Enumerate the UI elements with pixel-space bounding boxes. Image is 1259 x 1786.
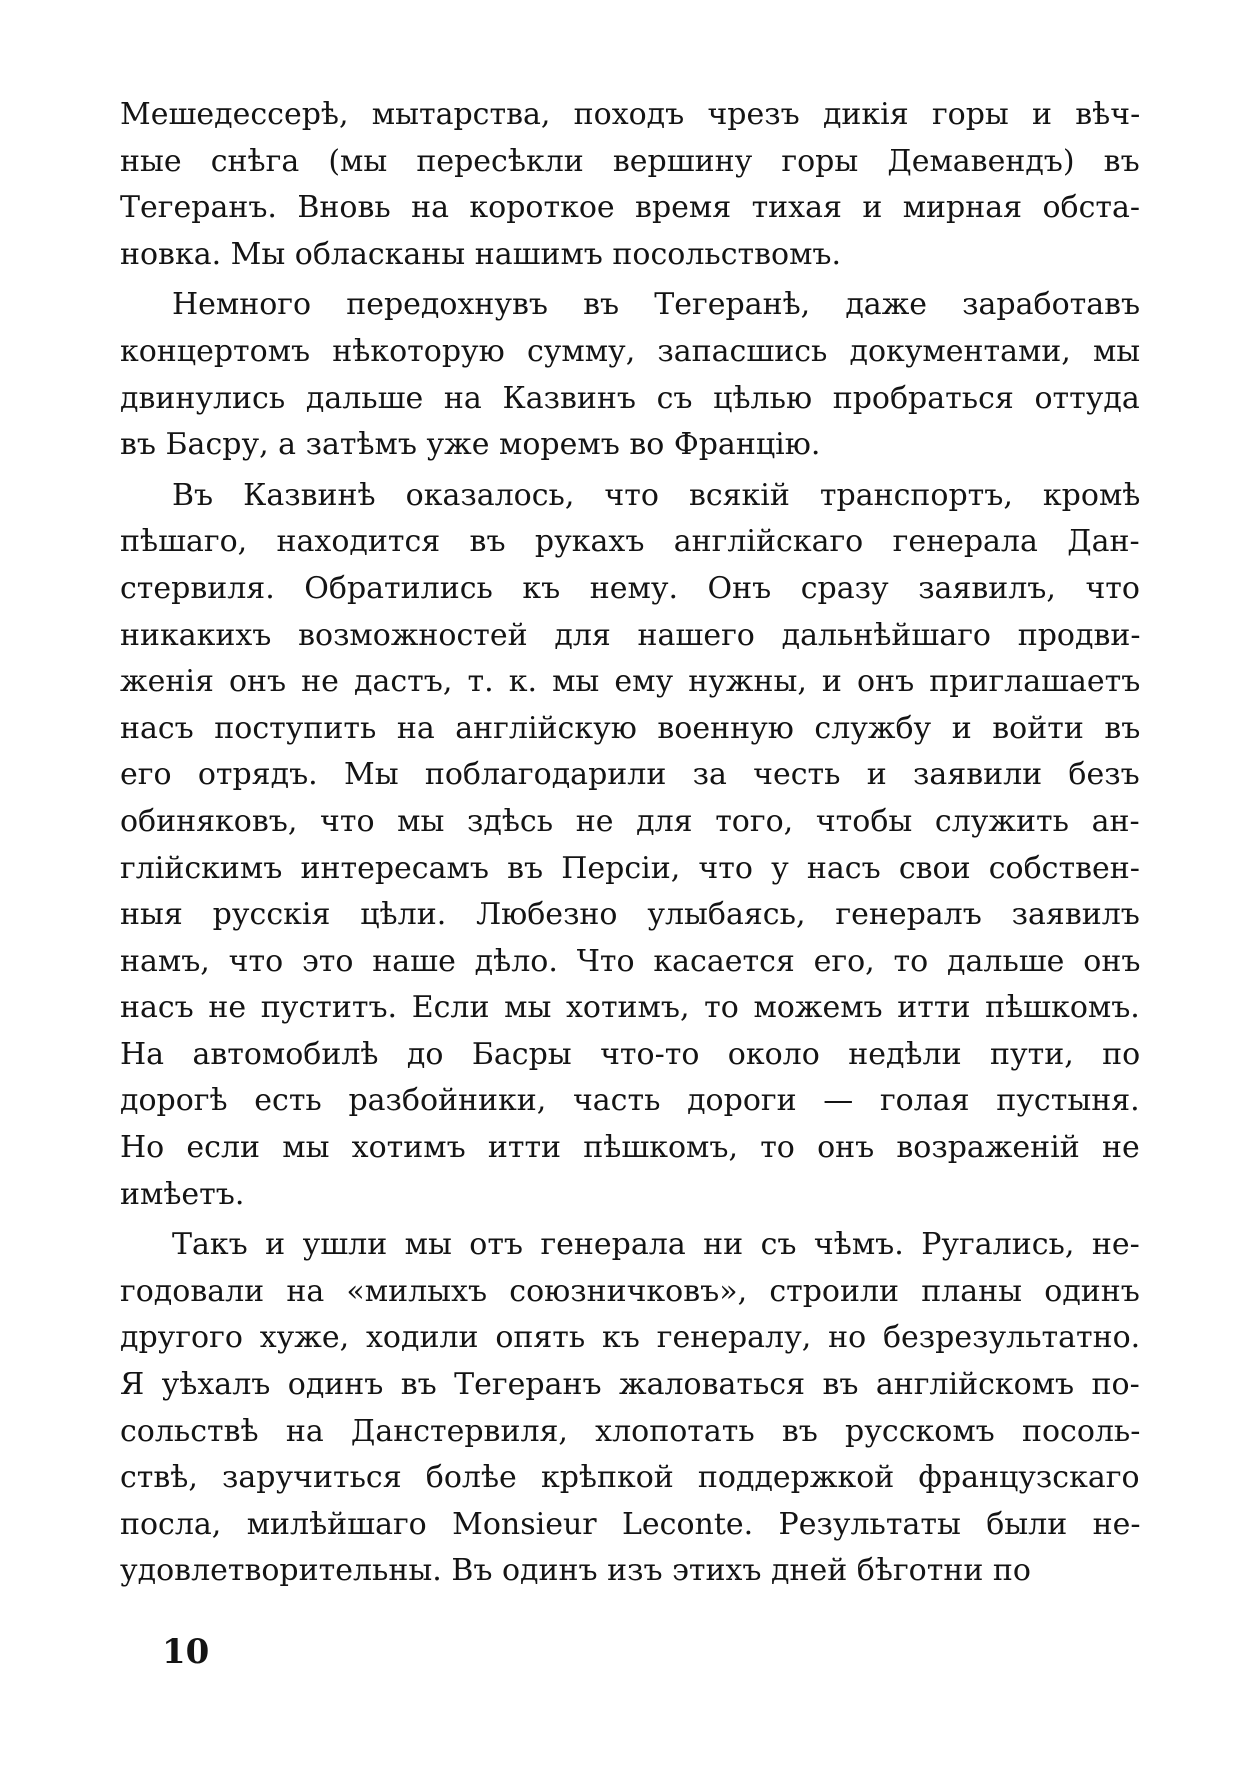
text-line: Тегеранъ. Вновь на короткое время тихая и мирная обста- <box>120 190 1141 226</box>
text-line: другого хуже, ходили опять къ генералу, но безрезультатно. <box>120 1320 1141 1356</box>
text-line: двинулись дальше на Казвинъ съ цѣлью пробраться оттуда <box>120 380 1140 416</box>
text-line: Я уѣхалъ одинъ въ Тегеранъ жаловаться въ англійскомъ по- <box>120 1367 1140 1403</box>
text-line: На автомобилѣ до Басры что-то около недѣли пути, по <box>120 1036 1141 1072</box>
text-line: насъ не пуститъ. Если мы хотимъ, то можемъ итти пѣшкомъ. <box>120 990 1140 1026</box>
text-line: Немного передохнувъ въ Тегеранѣ, даже заработавъ <box>172 287 1141 323</box>
text-line: ные снѣга (мы пересѣкли вершину горы Демавендъ) въ <box>120 143 1140 179</box>
paragraph <box>120 92 1140 278</box>
text-line: намъ, что это наше дѣло. Что касается его, то дальше онъ <box>120 943 1141 979</box>
text-line: Мешедессерѣ, мытарства, походъ чрезъ дикія горы и вѣч- <box>120 97 1141 132</box>
text-line: Но если мы хотимъ итти пѣшкомъ, то онъ возраженій не <box>120 1130 1140 1166</box>
text-line: стервиля. Обратились къ нему. Онъ сразу заявилъ, что <box>120 570 1140 606</box>
text-line: женія онъ не дастъ, т. к. мы ему нужны, и онъ приглашаетъ <box>120 664 1141 700</box>
text-line: имѣетъ. <box>120 1176 245 1212</box>
text-line: никакихъ возможностей для нашего дальнѣйшаго продви- <box>120 617 1141 653</box>
text-line: ствѣ, заручиться болѣе крѣпкой поддержкой французскаго <box>120 1460 1140 1496</box>
text-line: ныя русскія цѣли. Любезно улыбаясь, генералъ заявилъ <box>120 897 1140 933</box>
text-line: пѣшаго, находится въ рукахъ англійскаго генерала Дан- <box>120 524 1140 560</box>
text-line: обиняковъ, что мы здѣсь не для того, чтобы служить ан- <box>120 803 1140 839</box>
paragraph <box>120 473 1140 1219</box>
text-line: Въ Казвинѣ оказалось, что всякій транспортъ, кромѣ <box>172 477 1141 513</box>
text-line: сольствѣ на Данстервиля, хлопотать въ русскомъ посоль- <box>120 1413 1141 1449</box>
text-line: Такъ и ушли мы отъ генерала ни съ чѣмъ. Ругались, не- <box>172 1227 1140 1263</box>
page-number: 10 <box>162 1632 210 1672</box>
text-line: его отрядъ. Мы поблагодарили за честь и заявили безъ <box>120 757 1140 793</box>
text-line: въ Басру, а затѣмъ уже моремъ во Францію. <box>120 427 821 463</box>
text-line: концертомъ нѣкоторую сумму, запасшись документами, мы <box>120 333 1141 369</box>
text-line: удовлетворительны. Въ одинъ изъ этихъ дней бѣготни по <box>120 1553 1031 1589</box>
paragraph <box>120 1222 1140 1595</box>
text-line: насъ поступить на англійскую военную службу и войти въ <box>120 710 1141 746</box>
body-text <box>120 92 1140 1595</box>
text-line: дорогѣ есть разбойники, часть дороги — голая пустыня. <box>120 1083 1140 1119</box>
text-line: глійскимъ интересамъ въ Персіи, что у насъ свои собствен- <box>120 850 1140 886</box>
text-line: годовали на «милыхъ союзничковъ», строили планы одинъ <box>120 1273 1140 1309</box>
text-line: новка. Мы обласканы нашимъ посольствомъ. <box>120 236 842 272</box>
paragraph <box>120 282 1140 468</box>
text-line: посла, милѣйшаго Monsieur Leconte. Результаты были не- <box>120 1506 1141 1542</box>
